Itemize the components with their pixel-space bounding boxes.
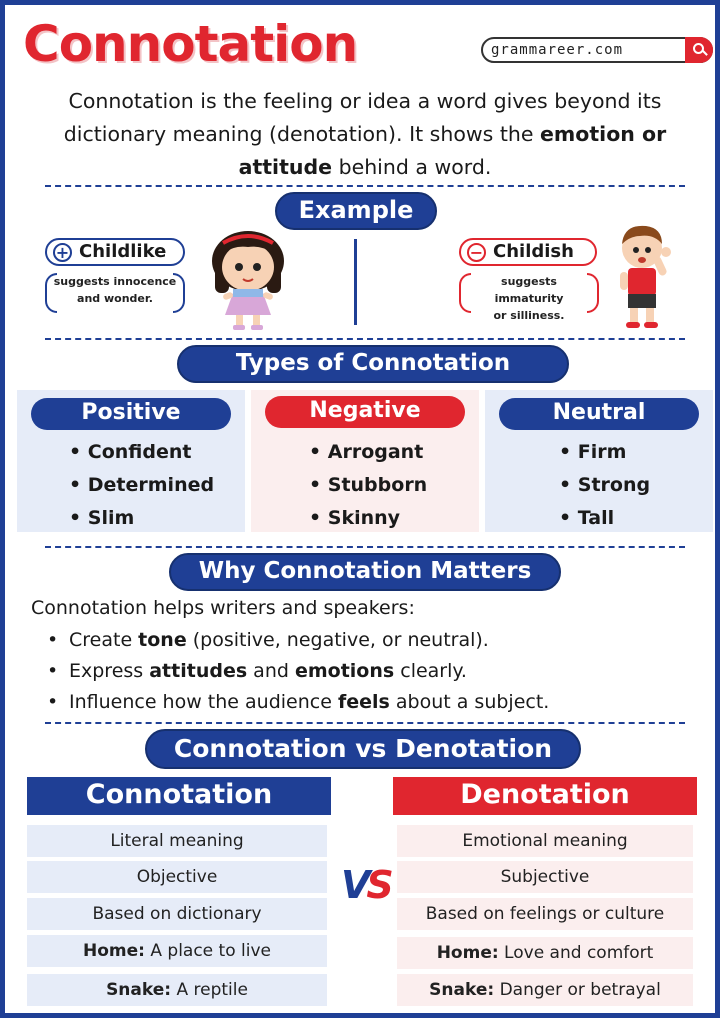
childish-desc-line: suggests immaturity <box>494 275 564 305</box>
plus-icon: + <box>53 243 72 262</box>
cell-bold: Snake: <box>106 980 172 1000</box>
intro-text-2: behind a word. <box>332 155 492 179</box>
minus-icon: − <box>467 243 486 262</box>
bold-text: attitudes <box>149 660 248 682</box>
positive-label: Positive <box>31 398 231 430</box>
types-heading: Types of Connotation <box>177 345 569 383</box>
positive-box <box>17 390 245 532</box>
connotation-cell: Based on dictionary <box>27 898 327 930</box>
neutral-list <box>559 436 650 535</box>
list-item: • Strong <box>559 469 650 502</box>
childish-pill <box>459 238 597 266</box>
neutral-label: Neutral <box>499 398 699 430</box>
why-intro: Connotation helps writers and speakers: <box>31 597 415 619</box>
example-divider <box>354 239 357 325</box>
divider <box>45 722 685 724</box>
text: Influence how the audience <box>69 691 338 713</box>
list-item: • Skinny <box>309 502 427 535</box>
compare-heading: Connotation vs Denotation <box>145 729 581 769</box>
site-search-badge[interactable] <box>481 37 713 63</box>
childlike-word: Childlike <box>79 241 167 262</box>
example-heading: Example <box>275 192 437 230</box>
cell-text: A place to live <box>144 941 271 961</box>
denotation-cell <box>397 937 693 969</box>
childish-desc-line: or silliness. <box>493 309 565 322</box>
divider <box>45 338 685 340</box>
childlike-desc-line: and wonder. <box>77 292 153 305</box>
cell-text: A reptile <box>171 980 248 1000</box>
denotation-cell: Subjective <box>397 861 693 893</box>
intro-bold: emotion or attitude <box>238 122 667 179</box>
list-item: • Firm <box>559 436 650 469</box>
list-item: • Determined <box>69 469 214 502</box>
positive-list <box>69 436 214 535</box>
list-item: • Slim <box>69 502 214 535</box>
negative-list <box>309 436 427 535</box>
cell-bold: Home: <box>83 941 145 961</box>
divider <box>45 546 685 548</box>
page-title: Connotation <box>23 15 358 73</box>
list-item: • Confident <box>69 436 214 469</box>
list-item: • Arrogant <box>309 436 427 469</box>
connotation-cell: Literal meaning <box>27 825 327 857</box>
list-item <box>47 625 549 656</box>
connotation-column-head: Connotation <box>27 777 331 815</box>
connotation-cell <box>27 935 327 967</box>
denotation-cell: Emotional meaning <box>397 825 693 857</box>
cell-text: Love and comfort <box>498 943 654 963</box>
text: Express <box>69 660 150 682</box>
childish-word: Childish <box>493 241 574 262</box>
list-item <box>47 687 549 718</box>
text: about a subject. <box>389 691 550 713</box>
divider <box>45 185 685 187</box>
negative-label: Negative <box>265 396 465 428</box>
negative-box <box>251 390 479 532</box>
connotation-cell: Objective <box>27 861 327 893</box>
list-item: • Tall <box>559 502 650 535</box>
bold-text: feels <box>337 691 390 713</box>
intro-paragraph <box>27 85 703 184</box>
boy-illustration <box>610 220 680 332</box>
list-item <box>47 656 549 687</box>
search-icon[interactable] <box>685 37 713 63</box>
list-item: • Stubborn <box>309 469 427 502</box>
connotation-cell <box>27 974 327 1006</box>
childlike-description <box>53 273 177 307</box>
cell-bold: Snake: <box>429 980 495 1000</box>
why-list <box>47 625 549 718</box>
bold-text: tone <box>138 629 187 651</box>
why-heading: Why Connotation Matters <box>169 553 561 591</box>
childlike-pill <box>45 238 185 266</box>
text: and <box>247 660 295 682</box>
childlike-desc-line: suggests innocence <box>53 275 177 288</box>
denotation-cell <box>397 974 693 1006</box>
cell-text: Danger or betrayal <box>494 980 661 1000</box>
denotation-column-head: Denotation <box>393 777 697 815</box>
denotation-cell: Based on feelings or culture <box>397 898 693 930</box>
vs-icon: VS <box>341 863 390 907</box>
site-url: grammareer.com <box>491 42 624 58</box>
childish-description <box>467 273 591 324</box>
text: (positive, negative, or neutral). <box>186 629 489 651</box>
girl-illustration <box>203 223 293 333</box>
neutral-box <box>485 390 713 532</box>
text: Create <box>69 629 139 651</box>
intro-text-1: Connotation is the feeling or idea a word gives beyond its dictionary meaning (denotation). It shows the <box>63 89 662 146</box>
bold-text: emotions <box>294 660 395 682</box>
cell-bold: Home: <box>436 943 499 963</box>
text: clearly. <box>394 660 467 682</box>
